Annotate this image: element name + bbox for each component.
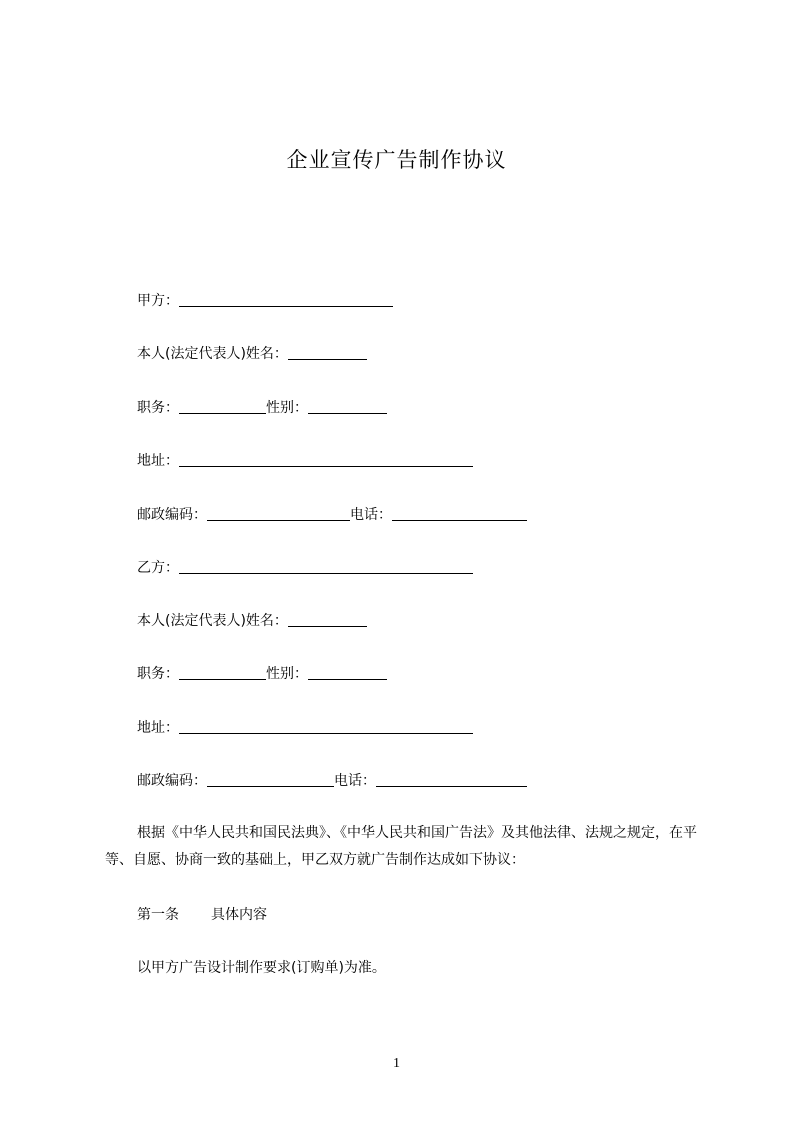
party-b-postcode-label: 邮政编码： <box>137 773 207 789</box>
document-title: 企业宣传广告制作协议 <box>286 148 507 172</box>
page-number: 1 <box>393 1056 400 1071</box>
party-a-rep-blank[interactable] <box>288 344 367 360</box>
party-a-phone-label: 电话： <box>350 507 392 523</box>
party-b-address-blank[interactable] <box>179 718 473 734</box>
preamble-paragraph <box>105 820 705 874</box>
party-b-contact-line <box>137 771 527 791</box>
party-b-rep-label: 本人(法定代表人)姓名： <box>137 613 288 629</box>
party-b-address-line <box>137 718 473 738</box>
party-b-gender-label: 性别： <box>266 666 308 682</box>
article-1-title: 具体内容 <box>211 907 267 923</box>
party-b-phone-blank[interactable] <box>376 771 527 787</box>
party-a-line <box>137 291 393 311</box>
party-a-address-label: 地址： <box>137 453 179 469</box>
party-a-label: 甲方： <box>137 293 179 309</box>
party-b-position-line <box>137 664 387 684</box>
party-b-label: 乙方： <box>137 560 179 576</box>
party-a-address-blank[interactable] <box>179 451 473 467</box>
party-a-postcode-label: 邮政编码： <box>137 507 207 523</box>
article-1-number: 第一条 <box>137 907 179 923</box>
party-b-postcode-blank[interactable] <box>207 771 334 787</box>
party-b-address-label: 地址： <box>137 720 179 736</box>
party-b-phone-label: 电话： <box>334 773 376 789</box>
preamble-text: 根据《中华人民共和国民法典》、《中华人民共和国广告法》及其他法律、法规之规定，在平等、自愿、协商一致的基础上，甲乙双方就广告制作达成如下协议： <box>105 825 697 868</box>
party-a-name-blank[interactable] <box>179 291 393 307</box>
party-a-position-line <box>137 398 387 418</box>
party-b-position-label: 职务： <box>137 666 179 682</box>
party-a-rep-label: 本人(法定代表人)姓名： <box>137 346 288 362</box>
article-1-body-text: 以甲方广告设计制作要求(订购单)为准。 <box>137 960 386 976</box>
party-a-address-line <box>137 451 473 471</box>
party-b-rep-blank[interactable] <box>288 611 367 627</box>
article-1-body <box>137 958 386 978</box>
party-a-postcode-blank[interactable] <box>207 505 350 521</box>
party-a-rep-line <box>137 344 367 364</box>
party-b-rep-line <box>137 611 367 631</box>
party-a-phone-blank[interactable] <box>392 505 527 521</box>
article-1-heading <box>137 905 267 925</box>
party-a-contact-line <box>137 505 527 525</box>
party-a-gender-blank[interactable] <box>308 398 387 414</box>
party-a-position-label: 职务： <box>137 400 179 416</box>
party-b-line <box>137 558 473 578</box>
party-b-name-blank[interactable] <box>179 558 473 574</box>
party-b-gender-blank[interactable] <box>308 664 387 680</box>
party-a-gender-label: 性别： <box>266 400 308 416</box>
party-a-position-blank[interactable] <box>179 398 266 414</box>
party-b-position-blank[interactable] <box>179 664 266 680</box>
